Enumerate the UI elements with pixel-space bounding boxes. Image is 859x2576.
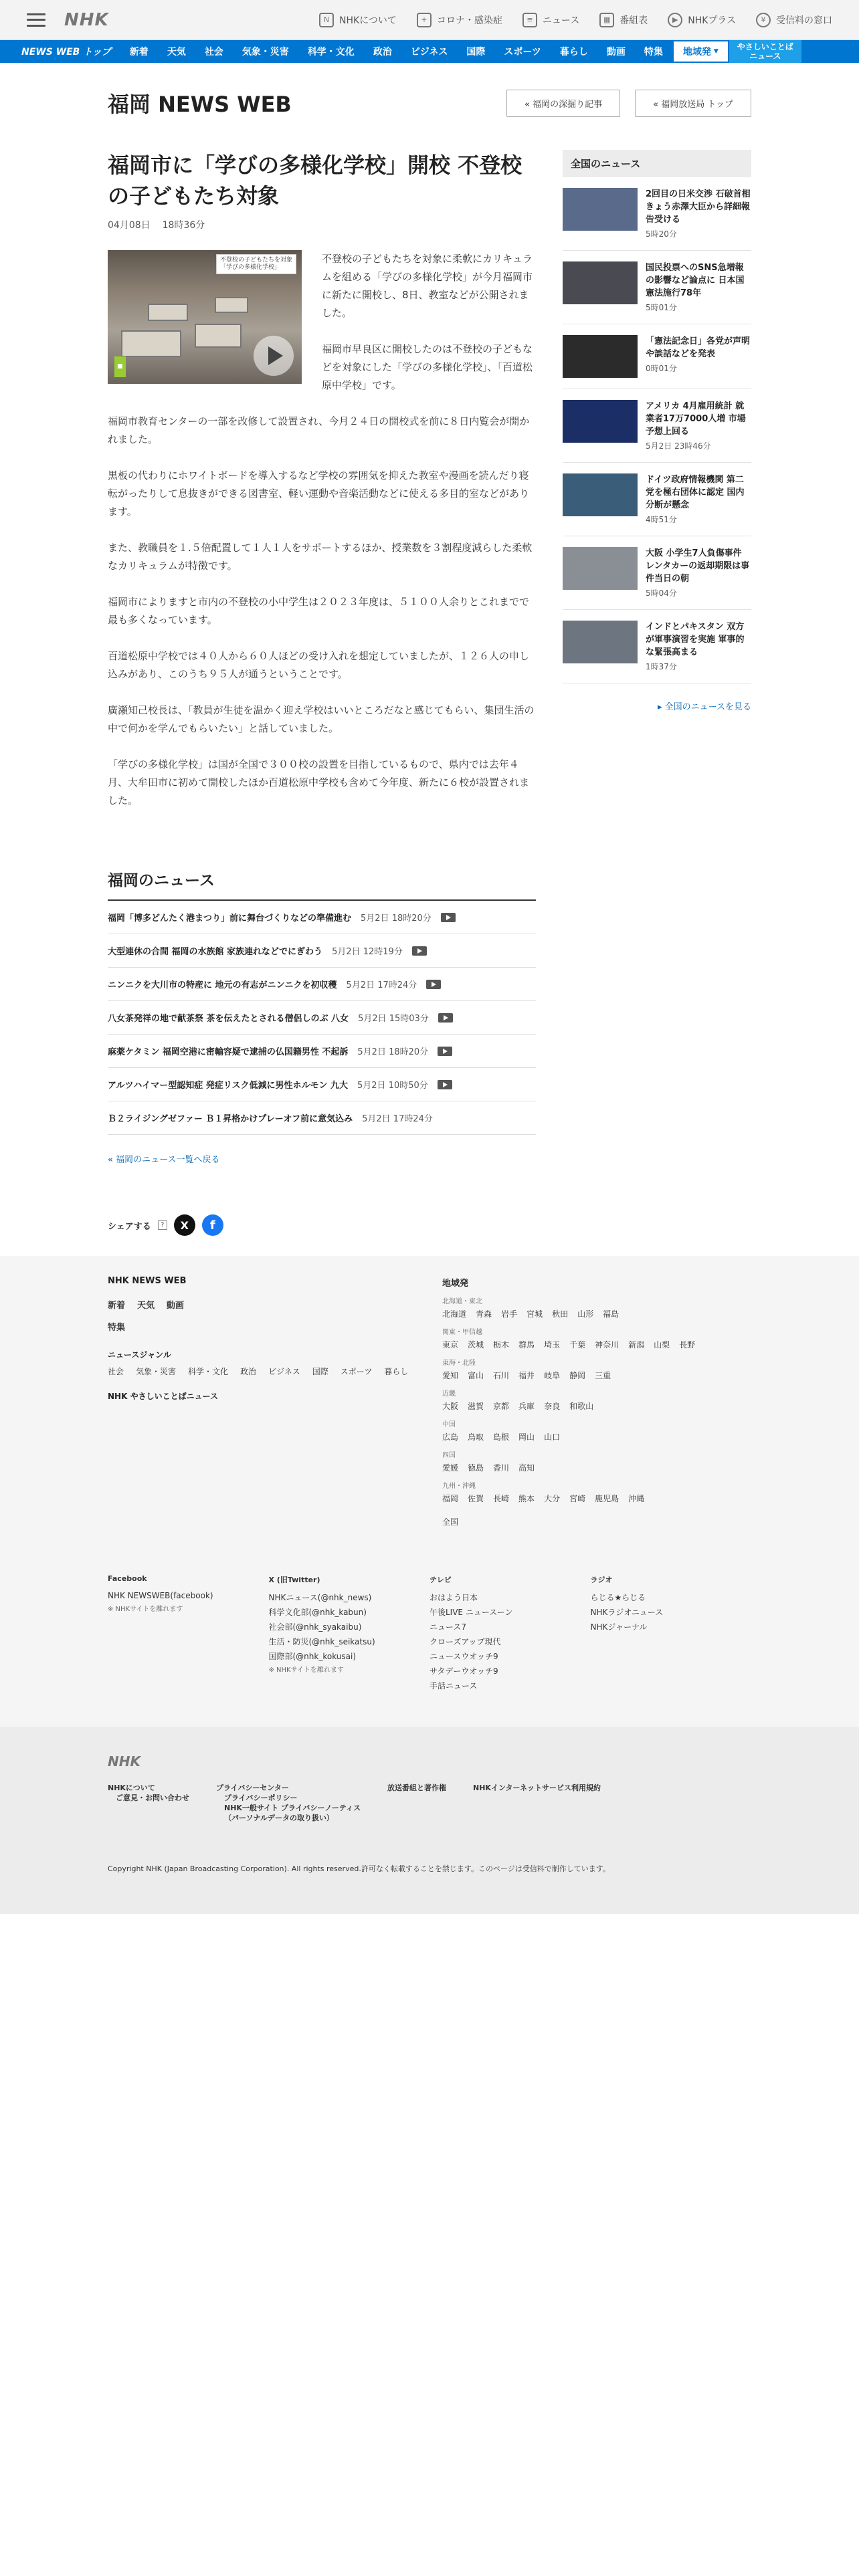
- footer-region-row: [442, 1431, 751, 1442]
- nav-item-top[interactable]: NEWS WEB トップ: [21, 47, 111, 58]
- footer-region-label: 九州・沖縄: [442, 1483, 476, 1490]
- footer-tv-link[interactable]: 午後LIVE ニュースーン: [430, 1608, 513, 1617]
- top-link-label: 受信料の窓口: [776, 15, 832, 26]
- sidebar-news-title: インドとパキスタン 双方が軍事演習を実施 軍事的な緊張高まる: [646, 622, 745, 657]
- footer-radio-heading: ラジオ: [590, 1576, 613, 1584]
- footer-region-heading: 地域発: [442, 1279, 469, 1289]
- desk-shape: [215, 297, 248, 313]
- footer-radio-links: [591, 1590, 752, 1634]
- top-link-label: ニュース: [542, 15, 580, 26]
- top-link-fee[interactable]: [756, 13, 832, 27]
- sidebar-list: [563, 177, 751, 683]
- local-news-title: 八女茶発祥の地で献茶祭 茶を伝えたとされる僧侶しのぶ 八女: [108, 1014, 349, 1024]
- video-icon: [438, 1013, 453, 1023]
- nav-item-life[interactable]: 暮らし: [559, 47, 588, 58]
- sidebar-news-text: [646, 621, 751, 672]
- local-news-time: 5月2日 15時03分: [358, 1014, 429, 1024]
- footer-link-weather[interactable]: 天気: [137, 1301, 155, 1311]
- footer-prefecture-link[interactable]: 奈良: [544, 1402, 561, 1411]
- nav-item-science[interactable]: 科学・文化: [307, 47, 355, 58]
- sidebar-news-item[interactable]: [563, 177, 751, 251]
- footer-bottom-link[interactable]: ご意見・お問い合わせ: [116, 1794, 189, 1802]
- top-bar: [0, 0, 859, 40]
- footer-prefecture-link[interactable]: 鹿児島: [595, 1494, 619, 1503]
- top-link-corona[interactable]: [417, 13, 502, 27]
- content-wrapper: [108, 63, 751, 1236]
- sidebar-news-text: [646, 261, 751, 313]
- footer-prefecture-link[interactable]: 京都: [493, 1402, 510, 1411]
- sidebar-news-item[interactable]: [563, 610, 751, 683]
- footer-tv-link[interactable]: おはよう日本: [430, 1593, 478, 1602]
- footer-prefecture-link[interactable]: 福島: [603, 1309, 619, 1319]
- footer-prefecture-link[interactable]: 静岡: [569, 1371, 586, 1380]
- footer-tv-link[interactable]: サタデーウオッチ9: [430, 1667, 498, 1676]
- local-news-title: Ｂ２ライジングゼファー Ｂ１昇格かけプレーオフ前に意気込み: [108, 1114, 353, 1124]
- footer-prefecture-link[interactable]: 埼玉: [544, 1340, 561, 1350]
- footer-region-row: [442, 1400, 751, 1412]
- sidebar-news-title: アメリカ 4月雇用統計 就業者17万7000人増 市場予想上回る: [646, 401, 746, 437]
- footer-nationwide-row: [442, 1516, 751, 1527]
- footer-sns: [108, 1574, 751, 1727]
- footer-prefecture-link[interactable]: 群馬: [518, 1340, 535, 1350]
- program-table-icon: ▦: [599, 13, 614, 27]
- footer-prefecture-link[interactable]: 石川: [493, 1371, 510, 1380]
- nav-item-politics[interactable]: 政治: [373, 47, 392, 58]
- footer-genre-link[interactable]: 科学・文化: [188, 1367, 229, 1376]
- footer-region-row: [442, 1370, 751, 1381]
- article-paragraph: また、教職員を１.５倍配置して１人１人をサポートするほか、授業数を３割程度減らした柔軟なカリキュラムが特徴です。: [108, 542, 533, 572]
- footer-x-col: [269, 1574, 430, 1693]
- nav-item-yasashii[interactable]: [729, 40, 801, 63]
- nav-yasashii-line1: やさしいことば: [737, 42, 793, 51]
- news-thumbnail: [563, 261, 638, 304]
- footer-prefecture-link[interactable]: 大分: [544, 1494, 561, 1503]
- nav-item-society[interactable]: 社会: [204, 47, 223, 58]
- footer-region: [442, 1276, 751, 1527]
- footer-radio-col: [591, 1574, 752, 1693]
- local-news-time: 5月2日 18時20分: [361, 914, 432, 924]
- footer-heading-newsweb: NHK NEWS WEB: [108, 1276, 187, 1286]
- article-paragraph: 廣瀬知己校長は、「教員が生徒を温かく迎え学校はいいところだなと感じてもらい、集団生活の中で何かを学んでもらいたい」と話していました。: [108, 704, 535, 734]
- page-title: 福岡 NEWS WEB: [108, 92, 292, 117]
- image-caption-line2: 「学びの多様化学校」: [219, 264, 280, 271]
- news-thumbnail: [563, 335, 638, 378]
- footer-tv-link[interactable]: ニュース7: [430, 1622, 467, 1632]
- article: [108, 150, 536, 828]
- footer-prefecture-link[interactable]: 兵庫: [518, 1402, 535, 1411]
- footer-radio-link[interactable]: らじる★らじる: [590, 1593, 646, 1602]
- footer-prefecture-link[interactable]: 茨城: [468, 1340, 484, 1350]
- local-news-time: 5月2日 17時24分: [362, 1114, 433, 1124]
- sidebar-news-text: [646, 400, 751, 451]
- footer-prefecture-link[interactable]: 岐阜: [544, 1371, 561, 1380]
- nhk-plus-icon: ▶: [668, 13, 682, 27]
- footer-tv-link[interactable]: 手話ニュース: [430, 1681, 478, 1691]
- article-body: [108, 250, 536, 810]
- sidebar-news-time: 5時20分: [646, 229, 677, 239]
- nav-yasashii-line2: ニュース: [749, 51, 781, 61]
- nav-item-new[interactable]: 新着: [129, 47, 149, 58]
- sidebar-news-time: 5月2日 23時46分: [646, 441, 711, 451]
- news-thumbnail: [563, 473, 638, 516]
- footer-yasashii-link[interactable]: NHK やさしいことばニュース: [108, 1392, 218, 1401]
- news-icon: ≡: [522, 13, 537, 27]
- footer-prefecture-link[interactable]: 千葉: [569, 1340, 586, 1350]
- footer-row1: [108, 1298, 442, 1311]
- sidebar-news-title: ドイツ政府情報機関 第二党を極右団体に認定 国内分断が懸念: [646, 475, 745, 510]
- footer-prefecture-link[interactable]: 福井: [518, 1371, 535, 1380]
- footer-main: [0, 1256, 859, 1727]
- video-icon: [438, 1080, 452, 1089]
- footer-prefecture-link[interactable]: 沖縄: [628, 1494, 645, 1503]
- footer-prefecture-link[interactable]: 新潟: [628, 1340, 645, 1350]
- nhk-about-icon: N: [319, 13, 334, 27]
- footer-prefecture-link[interactable]: 大阪: [442, 1402, 459, 1411]
- footer-bottom-link[interactable]: NHK一般サイト プライバシーノーティス: [224, 1804, 361, 1812]
- footer-prefecture-link[interactable]: 愛知: [442, 1371, 459, 1380]
- footer-prefecture-link[interactable]: 富山: [468, 1371, 484, 1380]
- article-paragraph: 黒板の代わりにホワイトボードを導入するなど学校の雰囲気を抑えた教室や漫画を読んだり寝転がったりして息抜きができる図書室、軽い運動や音楽活動などに使える多目的室などがあります。: [108, 469, 530, 518]
- sidebar-heading: 全国のニュース: [563, 150, 751, 177]
- header-buttons: [506, 90, 751, 117]
- footer-region-row: [442, 1308, 751, 1319]
- footer-prefecture-link[interactable]: 長崎: [493, 1494, 510, 1503]
- local-news-title: 麻薬ケタミン 福岡空港に密輸容疑で逮捕の仏国籍男性 不起訴: [108, 1047, 349, 1057]
- footer-x-link[interactable]: NHKニュース(@nhk_news): [268, 1593, 372, 1602]
- article-date-day: 04月08日: [108, 220, 151, 231]
- footer-genre-link[interactable]: 社会: [108, 1367, 124, 1376]
- footer-link-video[interactable]: 動画: [167, 1301, 185, 1311]
- article-paragraph: 不登校の子どもたちを対象に柔軟にカリキュラムを組める「学びの多様化学校」が今月福岡市に新たに開校し、8日、教室などが公開されました。: [322, 253, 533, 319]
- article-paragraph: 福岡市早良区に開校したのは不登校の子どもなどを対象にした「学びの多様化学校」、「百道松原中学校」です。: [322, 343, 533, 391]
- footer-prefecture-link[interactable]: 広島: [442, 1432, 459, 1442]
- nav-item-region-label: 地域発: [682, 47, 711, 58]
- footer-bottom-col: [387, 1783, 446, 1823]
- nav-item-international[interactable]: 国際: [466, 47, 486, 58]
- sidebar-news-title: 大阪 小学生7人負傷事件 レンタカーの返却期限は事件当日の朝: [646, 548, 750, 584]
- footer-prefecture-link[interactable]: 福岡: [442, 1494, 459, 1503]
- local-news-item[interactable]: [108, 934, 536, 968]
- share-bar: [108, 1214, 751, 1236]
- footer-prefecture-link[interactable]: 岩手: [501, 1309, 518, 1319]
- footer-bottom-link[interactable]: NHKについて: [108, 1784, 155, 1792]
- footer-bottom-link[interactable]: プライバシーセンター: [216, 1784, 289, 1792]
- footer-link-nationwide[interactable]: 全国: [442, 1517, 459, 1527]
- footer-region-row: [442, 1339, 751, 1350]
- footer-x-link[interactable]: 国際部(@nhk_kokusai): [268, 1652, 357, 1661]
- footer-prefecture-link[interactable]: 和歌山: [569, 1402, 594, 1411]
- footer-facebook-link[interactable]: NHK NEWSWEB(facebook): [108, 1591, 213, 1600]
- nhk-logo[interactable]: NHK: [64, 9, 109, 30]
- sidebar-news-time: 5時01分: [646, 303, 677, 312]
- article-title: 福岡市に「学びの多様化学校」開校 不登校の子どもたち対象: [108, 152, 522, 209]
- footer-row2: [108, 1320, 442, 1333]
- top-link-label: NHKについて: [339, 15, 397, 26]
- sidebar-news-time: 5時04分: [646, 588, 677, 598]
- footer-bottom: [0, 1727, 859, 1914]
- video-icon: [441, 913, 456, 922]
- local-news-heading: 福岡のニュース: [108, 868, 536, 901]
- footer-prefecture-link[interactable]: 高知: [518, 1463, 535, 1473]
- footer-bottom-link[interactable]: （パーソナルデータの取り扱い）: [224, 1814, 335, 1822]
- local-news-time: 5月2日 18時20分: [357, 1047, 429, 1057]
- footer-genre-link[interactable]: 気象・災害: [136, 1367, 177, 1376]
- footer-genre-link[interactable]: 暮らし: [384, 1367, 409, 1376]
- main-area: [108, 150, 751, 828]
- local-news-item[interactable]: [108, 1001, 536, 1035]
- top-link-news[interactable]: [522, 13, 579, 27]
- footer-prefecture-link[interactable]: 東京: [442, 1340, 459, 1350]
- local-news-item[interactable]: [108, 1035, 536, 1068]
- footer-x-heading: X (旧Twitter): [268, 1576, 320, 1584]
- help-icon[interactable]: ?: [158, 1220, 167, 1230]
- footer-genre-link[interactable]: スポーツ: [340, 1367, 373, 1376]
- footer-region-label: 四国: [442, 1452, 456, 1459]
- footer-prefecture-link[interactable]: 熊本: [518, 1494, 535, 1503]
- fee-window-icon: ¥: [756, 13, 771, 27]
- desk-shape: [195, 324, 242, 348]
- footer-prefecture-link[interactable]: 三重: [595, 1371, 611, 1380]
- article-date-time: 18時36分: [162, 220, 205, 231]
- footer-tv-links: [430, 1590, 591, 1693]
- video-icon: [438, 1047, 452, 1056]
- back-to-local-news-link[interactable]: « 福岡のニュース一覧へ戻る: [108, 1152, 536, 1165]
- corona-icon: +: [417, 13, 432, 27]
- video-icon: [412, 946, 427, 956]
- footer-prefecture-link[interactable]: 神奈川: [595, 1340, 619, 1350]
- feature-articles-button[interactable]: « 福岡の深掘り記事: [506, 90, 620, 117]
- sidebar-news-item[interactable]: [563, 324, 751, 389]
- article-paragraph: 「学びの多様化学校」は国が全国で３００校の設置を目指しているもので、県内では去年４月、大牟田市に初めて開校したほか百道松原中学校も含めて今年度、新たに６校が設置されました。: [108, 758, 530, 807]
- footer-facebook-heading: Facebook: [108, 1574, 147, 1583]
- footer-prefecture-link[interactable]: 秋田: [552, 1309, 569, 1319]
- footer-columns: [108, 1276, 751, 1527]
- footer-prefecture-link[interactable]: 滋賀: [468, 1402, 484, 1411]
- article-paragraph: 百道松原中学校では４０人から６０人ほどの受け入れを想定していましたが、１２６人の申し込みがあり、このうち９５人が通うということです。: [108, 650, 530, 680]
- footer-bottom-col: [216, 1783, 361, 1823]
- footer-left: [108, 1276, 442, 1527]
- top-links: [319, 13, 832, 27]
- footer-facebook-col: [108, 1574, 269, 1693]
- news-thumbnail: [563, 188, 638, 231]
- top-link-label: NHKプラス: [688, 15, 736, 26]
- article-video-thumbnail[interactable]: [108, 250, 302, 384]
- footer-nhk-logo[interactable]: NHK: [108, 1753, 140, 1769]
- desk-shape: [121, 330, 181, 357]
- footer-tv-link[interactable]: クローズアップ現代: [430, 1637, 501, 1646]
- footer-facebook-note: ※ NHKサイトを離れます: [108, 1606, 183, 1613]
- local-news-title: アルツハイマー型認知症 発症リスク低減に男性ホルモン 九大: [108, 1081, 349, 1091]
- nav-item-disaster[interactable]: 気象・災害: [242, 47, 289, 58]
- footer-prefecture-link[interactable]: 岡山: [518, 1432, 535, 1442]
- sidebar-news-time: 0時01分: [646, 364, 677, 373]
- desk-shape: [148, 304, 188, 321]
- footer-prefecture-link[interactable]: 宮崎: [569, 1494, 586, 1503]
- footer-bottom-col: [473, 1783, 601, 1823]
- footer-region-label: 北海道・東北: [442, 1298, 482, 1305]
- footer-region-label: 東海・北陸: [442, 1360, 476, 1367]
- facebook-share-icon[interactable]: f: [202, 1214, 223, 1236]
- article-paragraph: 福岡市教育センターの一部を改修して設置され、今月２４日の開校式を前に８日内覧会が開かれました。: [108, 415, 530, 445]
- sidebar-news-time: 1時37分: [646, 662, 677, 671]
- footer-x-note: ※ NHKサイトを離れます: [268, 1667, 344, 1674]
- local-news-item[interactable]: [108, 968, 536, 1001]
- sidebar-news-item[interactable]: [563, 389, 751, 463]
- top-link-program[interactable]: [599, 13, 648, 27]
- footer-prefecture-link[interactable]: 佐賀: [468, 1494, 484, 1503]
- news-thumbnail: [563, 547, 638, 590]
- footer-prefecture-link[interactable]: 栃木: [493, 1340, 510, 1350]
- sidebar-news-item[interactable]: [563, 463, 751, 536]
- footer-bottom-link[interactable]: プライバシーポリシー: [224, 1794, 298, 1802]
- footer-x-link[interactable]: 生活・防災(@nhk_seikatsu): [268, 1637, 375, 1646]
- footer-bottom-links: [108, 1783, 751, 1823]
- nav-item-video[interactable]: 動画: [606, 47, 626, 58]
- footer-prefecture-link[interactable]: 山口: [544, 1432, 561, 1442]
- nav-item-sports[interactable]: スポーツ: [504, 47, 541, 58]
- sidebar-news-item[interactable]: [563, 251, 751, 324]
- local-news-time: 5月2日 10時50分: [357, 1081, 428, 1091]
- footer-bottom-link[interactable]: 放送番組と著作権: [387, 1784, 447, 1792]
- footer-region-label: 中国: [442, 1421, 456, 1428]
- footer-radio-link[interactable]: NHKジャーナル: [590, 1622, 648, 1632]
- nav-item-feature[interactable]: 特集: [644, 47, 663, 58]
- footer-genre-link[interactable]: 国際: [312, 1367, 328, 1376]
- sidebar-news-text: [646, 335, 751, 378]
- footer-link-feature[interactable]: 特集: [108, 1323, 126, 1333]
- footer-prefecture-link[interactable]: 北海道: [442, 1309, 467, 1319]
- news-thumbnail: [563, 621, 638, 663]
- local-news-title: ニンニクを大川市の特産に 地元の有志がニンニクを初収穫: [108, 980, 337, 990]
- footer-prefecture-link[interactable]: 香川: [493, 1463, 510, 1473]
- footer-prefecture-link[interactable]: 愛媛: [442, 1463, 459, 1473]
- footer-prefecture-link[interactable]: 山梨: [654, 1340, 670, 1350]
- footer-prefecture-link[interactable]: 山形: [577, 1309, 594, 1319]
- sidebar-news-title: 「憲法記念日」各党が声明や談話などを発表: [646, 336, 751, 359]
- footer-region-label: 近畿: [442, 1390, 456, 1398]
- chevron-down-icon: ▼: [713, 48, 719, 55]
- sidebar-news-text: [646, 473, 751, 525]
- footer-x-links: [269, 1590, 430, 1664]
- top-link-plus[interactable]: [668, 13, 736, 27]
- sidebar-news-text: [646, 188, 751, 239]
- sidebar-news-title: 国民投票へのSNS急増報の影響など論点に 日本国憲法施行78年: [646, 263, 745, 298]
- local-news-item[interactable]: [108, 1101, 536, 1135]
- sidebar-news-item[interactable]: [563, 536, 751, 610]
- footer-link-new[interactable]: 新着: [108, 1301, 126, 1311]
- top-link-label: 番組表: [619, 15, 648, 26]
- more-national-news-link[interactable]: ▸ 全国のニュースを見る: [563, 700, 751, 712]
- footer-prefecture-link[interactable]: 徳島: [468, 1463, 484, 1473]
- article-paragraph: 福岡市によりますと市内の不登校の小中学生は２０２３年度は、５１００人余りとこれまでで最も多くなっています。: [108, 596, 530, 626]
- footer-bottom-link[interactable]: NHKインターネットサービス利用規約: [473, 1784, 601, 1792]
- menu-icon[interactable]: [27, 13, 45, 27]
- footer-x-link[interactable]: 科学文化部(@nhk_kabun): [268, 1608, 367, 1617]
- footer-prefecture-link[interactable]: 宮城: [527, 1309, 543, 1319]
- nav-item-region[interactable]: [672, 40, 729, 63]
- nav-item-business[interactable]: ビジネス: [410, 47, 448, 58]
- image-caption: [216, 254, 296, 274]
- footer-prefecture-link[interactable]: 長野: [679, 1340, 696, 1350]
- local-news-item[interactable]: [108, 1068, 536, 1101]
- local-news-list: [108, 901, 536, 1135]
- footer-radio-link[interactable]: NHKラジオニュース: [590, 1608, 664, 1617]
- sidebar: [563, 150, 751, 828]
- station-top-button[interactable]: « 福岡放送局 トップ: [635, 90, 751, 117]
- footer-prefecture-link[interactable]: 島根: [493, 1432, 510, 1442]
- footer-region-row: [442, 1493, 751, 1504]
- sidebar-news-text: [646, 547, 751, 599]
- local-news-title: 福岡「博多どんたく港まつり」前に舞台づくりなどの準備進む: [108, 914, 352, 924]
- footer-genre-link[interactable]: 政治: [240, 1367, 257, 1376]
- channel-badge: ■: [114, 356, 126, 377]
- footer-genres: [108, 1366, 442, 1377]
- footer-bottom-col: [108, 1783, 189, 1823]
- footer-prefecture-link[interactable]: 青森: [476, 1309, 492, 1319]
- share-label: シェアする: [108, 1221, 151, 1232]
- nav-item-weather[interactable]: 天気: [167, 47, 186, 58]
- local-news-item[interactable]: [108, 901, 536, 934]
- local-news-section: [108, 868, 536, 1165]
- footer-region-list: [442, 1295, 751, 1504]
- footer-genre-link[interactable]: ビジネス: [268, 1367, 300, 1376]
- copyright: Copyright NHK (Japan Broadcasting Corporation). All rights reserved.許可なく転載することを禁じます。このページは受信料で制作しています。: [108, 1864, 610, 1873]
- footer-tv-heading: テレビ: [430, 1576, 452, 1584]
- footer-region-label: 関東・甲信越: [442, 1329, 482, 1336]
- sidebar-news-title: 2回目の日米交渉 石破首相 きょう赤澤大臣から詳細報告受ける: [646, 189, 751, 225]
- local-news-title: 大型連休の合間 福岡の水族館 家族連れなどでにぎわう: [108, 947, 323, 957]
- footer-genre-heading: ニュースジャンル: [108, 1350, 171, 1360]
- local-news-time: 5月2日 17時24分: [346, 980, 417, 990]
- main-nav: [0, 40, 859, 63]
- article-date: [108, 218, 536, 231]
- sidebar-news-time: 4時51分: [646, 515, 677, 524]
- footer-tv-link[interactable]: ニュースウオッチ9: [430, 1652, 498, 1661]
- footer-prefecture-link[interactable]: 鳥取: [468, 1432, 484, 1442]
- footer-x-link[interactable]: 社会部(@nhk_syakaibu): [268, 1622, 362, 1632]
- play-icon[interactable]: [254, 336, 294, 376]
- top-link-about[interactable]: [319, 13, 397, 27]
- news-thumbnail: [563, 400, 638, 443]
- x-share-icon[interactable]: X: [174, 1214, 195, 1236]
- image-caption-line1: 不登校の子どもたちを対象: [219, 257, 292, 263]
- footer-region-row: [442, 1462, 751, 1473]
- footer-tv-col: [430, 1574, 591, 1693]
- page-header: [108, 63, 751, 123]
- top-link-label: コロナ・感染症: [436, 15, 502, 26]
- local-news-time: 5月2日 12時19分: [332, 947, 403, 957]
- video-icon: [426, 980, 441, 989]
